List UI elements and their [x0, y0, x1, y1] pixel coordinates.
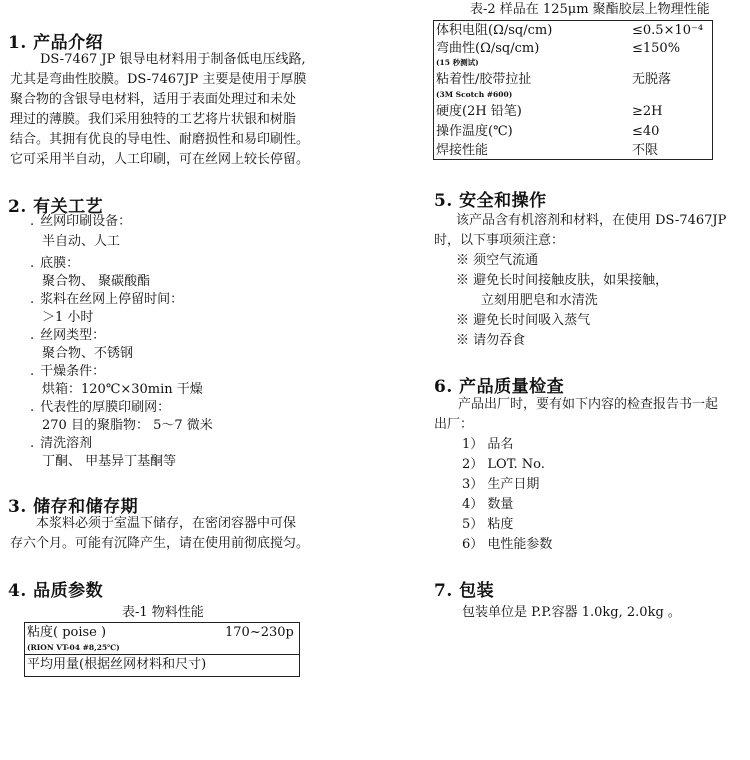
- process-label: 干燥条件：: [40, 364, 106, 379]
- section-2-title: 2. 有关工艺: [8, 197, 104, 217]
- table-2-row-4-value: ≥2H: [632, 104, 663, 119]
- process-label: 代表性的厚膜印刷网：: [40, 400, 171, 415]
- section-1-title: 1. 产品介绍: [8, 33, 104, 53]
- safety-item-2: ※ 避免长时间接触皮肤，如果接触，: [456, 273, 669, 288]
- section-6-intro-2: 出厂：: [434, 417, 474, 432]
- safety-item-5: ※ 请勿吞食: [456, 333, 526, 348]
- process-value-3: ＞1 小时: [42, 310, 94, 325]
- safety-item-3: 立刻用肥皂和水清洗: [456, 293, 598, 308]
- inspection-item-6: 6） 电性能参数: [462, 537, 553, 552]
- process-item-2: . 底膜：: [30, 256, 80, 271]
- section-5-title: 5. 安全和操作: [434, 191, 547, 211]
- section-1-line-5: 结合。其拥有优良的导电性、耐磨损性和易印刷性。: [10, 132, 310, 147]
- process-value-7: 丁酮、 甲基异丁基酮等: [42, 454, 177, 469]
- section-3-title: 3. 储存和储存期: [8, 497, 139, 517]
- table-2-row-5-name: 操作温度(℃): [436, 124, 513, 139]
- table-2-row-2-note: (15 秒测试): [436, 58, 479, 67]
- inspection-item-2: 2） LOT. No.: [462, 457, 545, 472]
- table-1-caption: 表-1 物料性能: [122, 605, 204, 620]
- process-value-1: 半自动、人工: [42, 234, 121, 249]
- inspection-item-4: 4） 数量: [462, 497, 514, 512]
- table-2-row-6-value: 不限: [632, 143, 659, 158]
- section-1-line-3: 聚合物的含银导电材料，适用于表面处理过和未处: [10, 92, 297, 107]
- table-1: [24, 622, 300, 677]
- section-5-intro-1: 该产品含有机溶剂和材料，在使用 DS-7467JP: [456, 213, 727, 228]
- table-1-row-1-note: (RION VT-04 #8,25℃): [27, 643, 120, 652]
- process-value-5: 烘箱：120℃×30min 干燥: [42, 382, 203, 397]
- table-2-row-2-value: ≤150%: [632, 41, 681, 56]
- section-1-line-6: 它可采用半自动，人工印刷，可在丝网上较长停留。: [10, 152, 310, 167]
- table-2-row-3-note: (3M Scotch #600): [436, 90, 513, 99]
- table-1-row-1-name: 粘度( poise ): [27, 625, 107, 640]
- section-1-line-4: 理过的薄膜。我们采用独特的工艺将片状银和树脂: [10, 112, 297, 127]
- table-2-row-1-name: 体积电阻(Ω/sq/cm): [436, 23, 553, 38]
- inspection-item-5: 5） 粘度: [462, 517, 514, 532]
- inspection-item-3: 3） 生产日期: [462, 477, 540, 492]
- section-5-intro-2: 时，以下事项须注意：: [434, 233, 565, 248]
- process-item-6: . 代表性的厚膜印刷网：: [30, 400, 171, 415]
- table-2-row-3-name: 粘着性/胶带拉扯: [436, 72, 532, 87]
- packaging-text: 包装单位是 P.P.容器 1.0kg, 2.0kg 。: [462, 605, 681, 620]
- process-item-3: . 浆料在丝网上停留时间：: [30, 292, 184, 307]
- process-label: 底膜：: [40, 256, 80, 271]
- section-4-title: 4. 品质参数: [8, 581, 104, 601]
- section-3-line-2: 存六个月。可能有沉降产生，请在使用前彻底搅匀。: [10, 536, 310, 551]
- process-label: 浆料在丝网上停留时间：: [40, 292, 184, 307]
- table-2-row-1-value: ≤0.5×10⁻⁴: [632, 23, 704, 38]
- table-2-row-6-name: 焊接性能: [436, 143, 489, 158]
- process-value-6: 270 目的聚脂物： 5～7 微米: [42, 418, 213, 433]
- process-label: 清洗溶剂: [40, 436, 93, 451]
- table-2-row-5-value: ≤40: [632, 124, 660, 139]
- table-1-row-2-name: 平均用量(根据丝网材料和尺寸): [27, 657, 207, 672]
- process-value-4: 聚合物、不锈钢: [42, 346, 134, 361]
- process-item-1: . 丝网印刷设备：: [30, 214, 132, 229]
- section-6-title: 6. 产品质量检查: [434, 377, 565, 397]
- process-item-5: . 干燥条件：: [30, 364, 106, 379]
- table-1-row-1-value: 170~230p: [225, 625, 294, 640]
- section-7-title: 7. 包装: [434, 581, 495, 601]
- section-3-line-1: 本浆料必须于室温下储存，在密闭容器中可保: [36, 516, 297, 531]
- inspection-item-1: 1） 品名: [462, 437, 514, 452]
- table-2-row-4-name: 硬度(2H 铅笔): [436, 104, 522, 119]
- table-2-caption: 表-2 样品在 125μm 聚酯胶层上物理性能: [470, 2, 710, 17]
- section-1-line-2: 尤其是弯曲性胶膜。DS-7467JP 主要是使用于厚膜: [10, 72, 307, 87]
- table-2-row-3-value: 无脱落: [632, 72, 672, 87]
- process-value-2: 聚合物、 聚碳酸酯: [42, 274, 151, 289]
- section-6-intro-1: 产品出厂时，要有如下内容的检查报告书一起: [458, 397, 719, 412]
- table-2-row-2-name: 弯曲性(Ω/sq/cm): [436, 41, 540, 56]
- process-label: 丝网印刷设备：: [40, 214, 132, 229]
- safety-item-1: ※ 须空气流通: [456, 253, 539, 268]
- table-2: [433, 20, 713, 160]
- section-1-line-1: DS-7467 JP 银导电材料用于制备低电压线路,: [40, 52, 306, 67]
- process-label: 丝网类型：: [40, 328, 106, 343]
- safety-item-4: ※ 避免长时间吸入蒸气: [456, 313, 591, 328]
- process-item-4: . 丝网类型：: [30, 328, 106, 343]
- process-item-7: . 清洗溶剂: [30, 436, 93, 451]
